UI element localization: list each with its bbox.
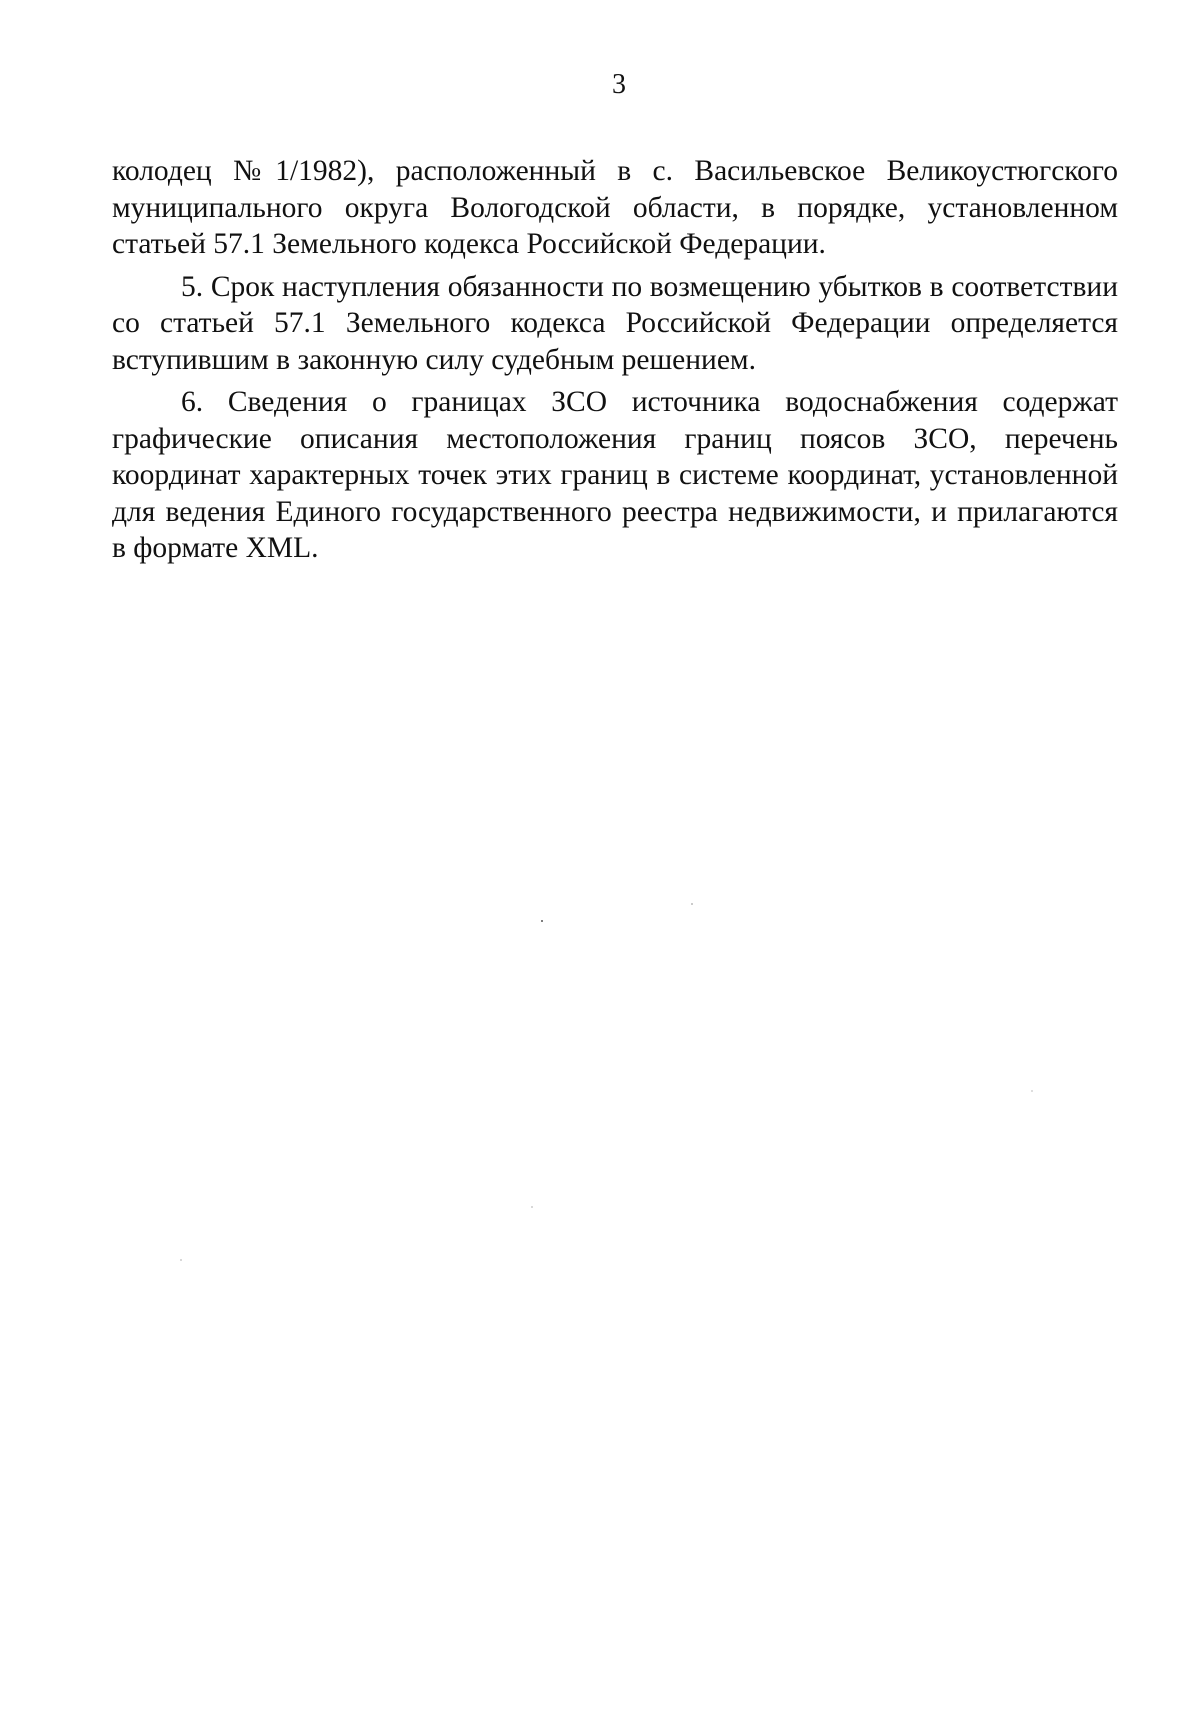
scan-speck [1031,1090,1033,1092]
scan-speck [691,903,693,905]
paragraph-item-5: 5. Срок наступления обязанности по возмещению убытков в соответствии со статьей 57.1 Земельного кодекса Российской Федерации определяется вступившим в законную силу судебным решением. [112,270,1118,376]
document-body [112,153,1118,573]
paragraph-item-6: 6. Сведения о границах ЗСО источника водоснабжения содержат графические описания местоположения границ поясов ЗСО, перечень координат характерных точек этих границ в системе координат, установленной для ведения Единого государственного реестра недвижимости, и прилагаются в формате XML. [112,386,1118,564]
scan-speck [180,1259,182,1261]
scan-speck [541,920,543,922]
paragraph-continuation: колодец №1/1982), расположенный в с. Васильевское Великоустюгского муниципального округа Вологодской области, в порядке, установленном статьей 57.1 Земельного кодекса Российской Федерации. [112,155,1118,260]
scan-speck [531,1206,533,1208]
page-number: 3 [612,69,626,100]
